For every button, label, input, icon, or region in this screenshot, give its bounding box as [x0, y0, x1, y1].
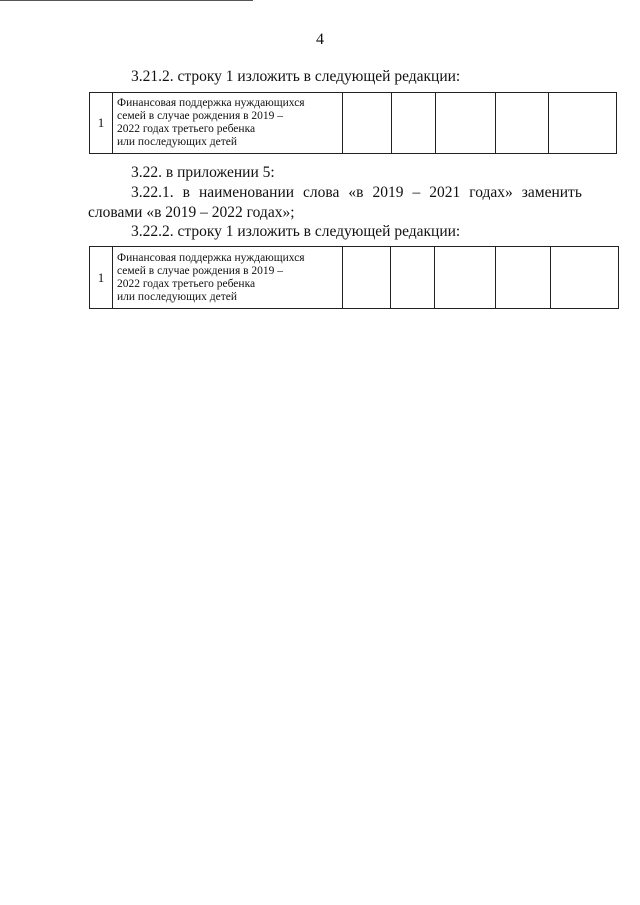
description-line: Финансовая поддержка нуждающихся: [117, 97, 305, 109]
description-line: или последующих детей: [117, 290, 237, 303]
description-line: или последующих детей: [117, 136, 237, 148]
row-number-cell: 1: [90, 93, 113, 154]
empty-cell: [496, 247, 551, 309]
paragraph-3-21-2: 3.21.2. строку 1 изложить в следующей редакции:: [131, 68, 461, 85]
page-number: 4: [316, 31, 324, 48]
description-cell: [113, 247, 343, 309]
description-line: Финансовая поддержка нуждающихся: [117, 251, 305, 264]
word: 3.22.1.: [131, 184, 174, 201]
description-line: 2022 годах третьего ребенка: [117, 123, 256, 135]
word: 2019: [372, 184, 404, 201]
empty-cell: [435, 247, 496, 309]
scan-edge-line: [0, 0, 253, 1]
word: 2021: [429, 184, 461, 201]
description-line: семей в случае рождения в 2019 –: [117, 110, 284, 122]
row-number-cell: 1: [90, 247, 113, 309]
empty-cell: [551, 247, 619, 309]
replacement-table-1: [89, 92, 617, 154]
empty-cell: [343, 93, 392, 154]
description-cell: [113, 93, 343, 154]
empty-cell: [391, 247, 435, 309]
word: наименовании: [198, 184, 295, 201]
paragraph-3-22: 3.22. в приложении 5:: [131, 164, 275, 181]
paragraph-3-22-1-line1: [131, 183, 582, 203]
word: –: [412, 184, 421, 201]
description-line: 2022 годах третьего ребенка: [117, 277, 256, 290]
word: заменить: [521, 184, 582, 201]
word: в: [182, 184, 190, 201]
empty-cell: [549, 93, 617, 154]
word: слова: [303, 184, 340, 201]
empty-cell: [343, 247, 391, 309]
paragraph-3-22-2: 3.22.2. строку 1 изложить в следующей редакции:: [131, 223, 461, 240]
empty-cell: [496, 93, 549, 154]
table-row: [90, 93, 617, 154]
word: годах»: [469, 184, 513, 201]
table-row: [90, 247, 619, 309]
paragraph-3-22-1-line2: словами «в 2019 – 2022 годах»;: [88, 204, 295, 221]
word: «в: [348, 184, 364, 201]
description-line: семей в случае рождения в 2019 –: [117, 264, 284, 277]
empty-cell: [392, 93, 436, 154]
empty-cell: [436, 93, 496, 154]
replacement-table-2: [89, 246, 619, 309]
